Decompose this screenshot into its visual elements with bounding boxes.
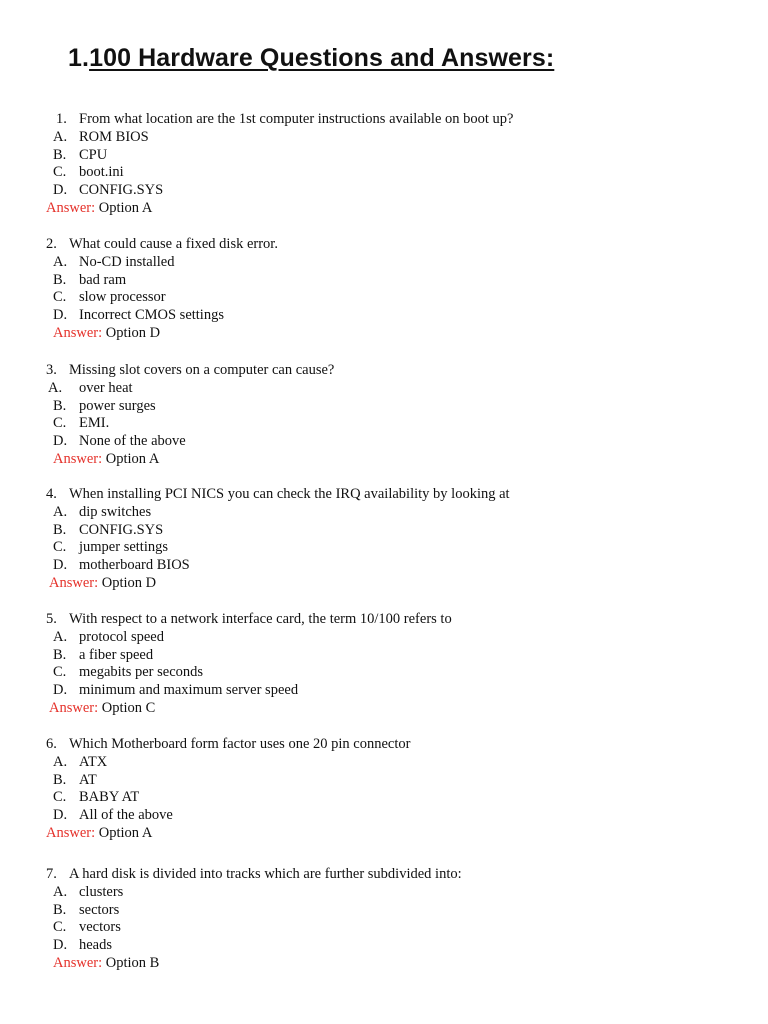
page-title	[68, 44, 554, 73]
option-letter: D.	[53, 182, 68, 199]
answer-value: Option A	[105, 450, 160, 467]
option-text: over heat	[79, 379, 133, 396]
option-text: CPU	[79, 146, 108, 163]
option-b	[0, 902, 700, 920]
answer-line	[0, 575, 700, 593]
option-letter: C.	[53, 415, 67, 432]
question-line	[0, 111, 700, 129]
option-letter: B.	[53, 146, 67, 163]
question-number: 1.	[56, 111, 67, 127]
answer-line	[0, 825, 700, 843]
question-line	[0, 866, 700, 884]
option-letter: B.	[53, 271, 67, 288]
option-b	[0, 772, 700, 790]
option-d	[0, 433, 700, 451]
option-letter: A.	[53, 628, 68, 645]
option-text: All of the above	[79, 807, 173, 824]
option-text: heads	[79, 937, 113, 954]
option-c	[0, 289, 700, 307]
option-c	[0, 164, 700, 182]
option-letter: C.	[53, 919, 67, 936]
option-letter: B.	[53, 771, 67, 788]
question-text: When installing PCI NICS you can check the IRQ availability by looking at	[69, 486, 510, 502]
question-text: What could cause a fixed disk error.	[69, 236, 278, 252]
answer-line	[0, 451, 700, 469]
option-text: bad ram	[79, 271, 127, 288]
question-text: Missing slot covers on a computer can cause?	[69, 362, 335, 378]
question-block	[0, 111, 700, 218]
question-number: 2.	[46, 236, 57, 252]
option-text: a fiber speed	[79, 646, 154, 663]
answer-label: Answer:	[53, 450, 103, 467]
option-d	[0, 182, 700, 200]
option-letter: A.	[53, 253, 68, 270]
option-a	[0, 380, 700, 398]
option-b	[0, 647, 700, 665]
title-text: 100 Hardware Questions and Answers:	[89, 44, 555, 72]
answer-value: Option D	[105, 324, 161, 341]
option-letter: A.	[53, 753, 68, 770]
question-text: A hard disk is divided into tracks which are further subdivided into:	[69, 866, 462, 882]
answer-label: Answer:	[49, 574, 99, 591]
option-letter: D.	[53, 682, 68, 699]
option-text: ATX	[79, 753, 108, 770]
question-text: From what location are the 1st computer instructions available on boot up?	[79, 111, 514, 127]
option-c	[0, 415, 700, 433]
option-c	[0, 789, 700, 807]
answer-label: Answer:	[46, 824, 96, 841]
answer-line	[0, 325, 700, 343]
question-block	[0, 486, 700, 593]
answer-line	[0, 955, 700, 973]
option-text: Incorrect CMOS settings	[79, 307, 224, 324]
question-number: 7.	[46, 866, 57, 882]
option-a	[0, 629, 700, 647]
option-text: dip switches	[79, 503, 152, 520]
option-a	[0, 254, 700, 272]
option-text: slow processor	[79, 289, 166, 306]
option-letter: D.	[53, 433, 68, 450]
option-text: None of the above	[79, 433, 186, 450]
option-letter: B.	[53, 901, 67, 918]
option-letter: D.	[53, 807, 68, 824]
option-text: power surges	[79, 397, 156, 414]
question-number: 6.	[46, 736, 57, 752]
option-letter: D.	[53, 557, 68, 574]
option-letter: C.	[53, 539, 67, 556]
answer-line	[0, 700, 700, 718]
option-a	[0, 129, 700, 147]
option-a	[0, 754, 700, 772]
answer-line	[0, 200, 700, 218]
option-text: motherboard BIOS	[79, 557, 190, 574]
answer-value: Option C	[101, 699, 156, 716]
answer-value: Option A	[98, 199, 153, 216]
question-block	[0, 236, 700, 343]
option-text: EMI.	[79, 415, 110, 432]
option-a	[0, 884, 700, 902]
answer-label: Answer:	[53, 324, 103, 341]
option-letter: C.	[53, 789, 67, 806]
option-text: megabits per seconds	[79, 664, 204, 681]
option-d	[0, 307, 700, 325]
question-block	[0, 362, 700, 469]
option-b	[0, 522, 700, 540]
option-text: sectors	[79, 901, 120, 918]
question-block	[0, 866, 700, 973]
option-a	[0, 504, 700, 522]
answer-value: Option D	[101, 574, 157, 591]
option-text: minimum and maximum server speed	[79, 682, 299, 699]
option-text: No-CD installed	[79, 253, 175, 270]
option-c	[0, 919, 700, 937]
answer-value: Option A	[98, 824, 153, 841]
option-letter: A.	[53, 128, 68, 145]
question-line	[0, 611, 700, 629]
option-b	[0, 398, 700, 416]
option-letter: A.	[48, 379, 63, 396]
option-text: clusters	[79, 883, 124, 900]
option-text: jumper settings	[79, 539, 169, 556]
question-line	[0, 362, 700, 380]
option-b	[0, 272, 700, 290]
option-letter: A.	[53, 883, 68, 900]
question-line	[0, 486, 700, 504]
option-c	[0, 539, 700, 557]
option-b	[0, 147, 700, 165]
option-text: AT	[79, 771, 97, 788]
option-text: CONFIG.SYS	[79, 182, 164, 199]
option-text: BABY AT	[79, 789, 140, 806]
option-letter: D.	[53, 937, 68, 954]
option-letter: B.	[53, 646, 67, 663]
option-d	[0, 807, 700, 825]
option-letter: C.	[53, 664, 67, 681]
question-line	[0, 236, 700, 254]
option-d	[0, 682, 700, 700]
option-letter: D.	[53, 307, 68, 324]
option-letter: C.	[53, 164, 67, 181]
question-text: Which Motherboard form factor uses one 20 pin connector	[69, 736, 411, 752]
option-d	[0, 937, 700, 955]
option-letter: B.	[53, 521, 67, 538]
option-text: protocol speed	[79, 628, 164, 645]
question-number: 4.	[46, 486, 57, 502]
question-line	[0, 736, 700, 754]
answer-value: Option B	[105, 954, 160, 971]
option-text: boot.ini	[79, 164, 124, 181]
answer-label: Answer:	[49, 699, 99, 716]
option-text: ROM BIOS	[79, 128, 149, 145]
question-number: 3.	[46, 362, 57, 378]
option-letter: B.	[53, 397, 67, 414]
answer-label: Answer:	[46, 199, 96, 216]
option-d	[0, 557, 700, 575]
question-block	[0, 611, 700, 718]
option-text: vectors	[79, 919, 121, 936]
option-text: CONFIG.SYS	[79, 521, 164, 538]
option-letter: A.	[53, 503, 68, 520]
title-number: 1.	[68, 44, 90, 72]
option-letter: C.	[53, 289, 67, 306]
answer-label: Answer:	[53, 954, 103, 971]
question-text: With respect to a network interface card, the term 10/100 refers to	[69, 611, 452, 627]
question-number: 5.	[46, 611, 57, 627]
option-c	[0, 664, 700, 682]
question-block	[0, 736, 700, 843]
